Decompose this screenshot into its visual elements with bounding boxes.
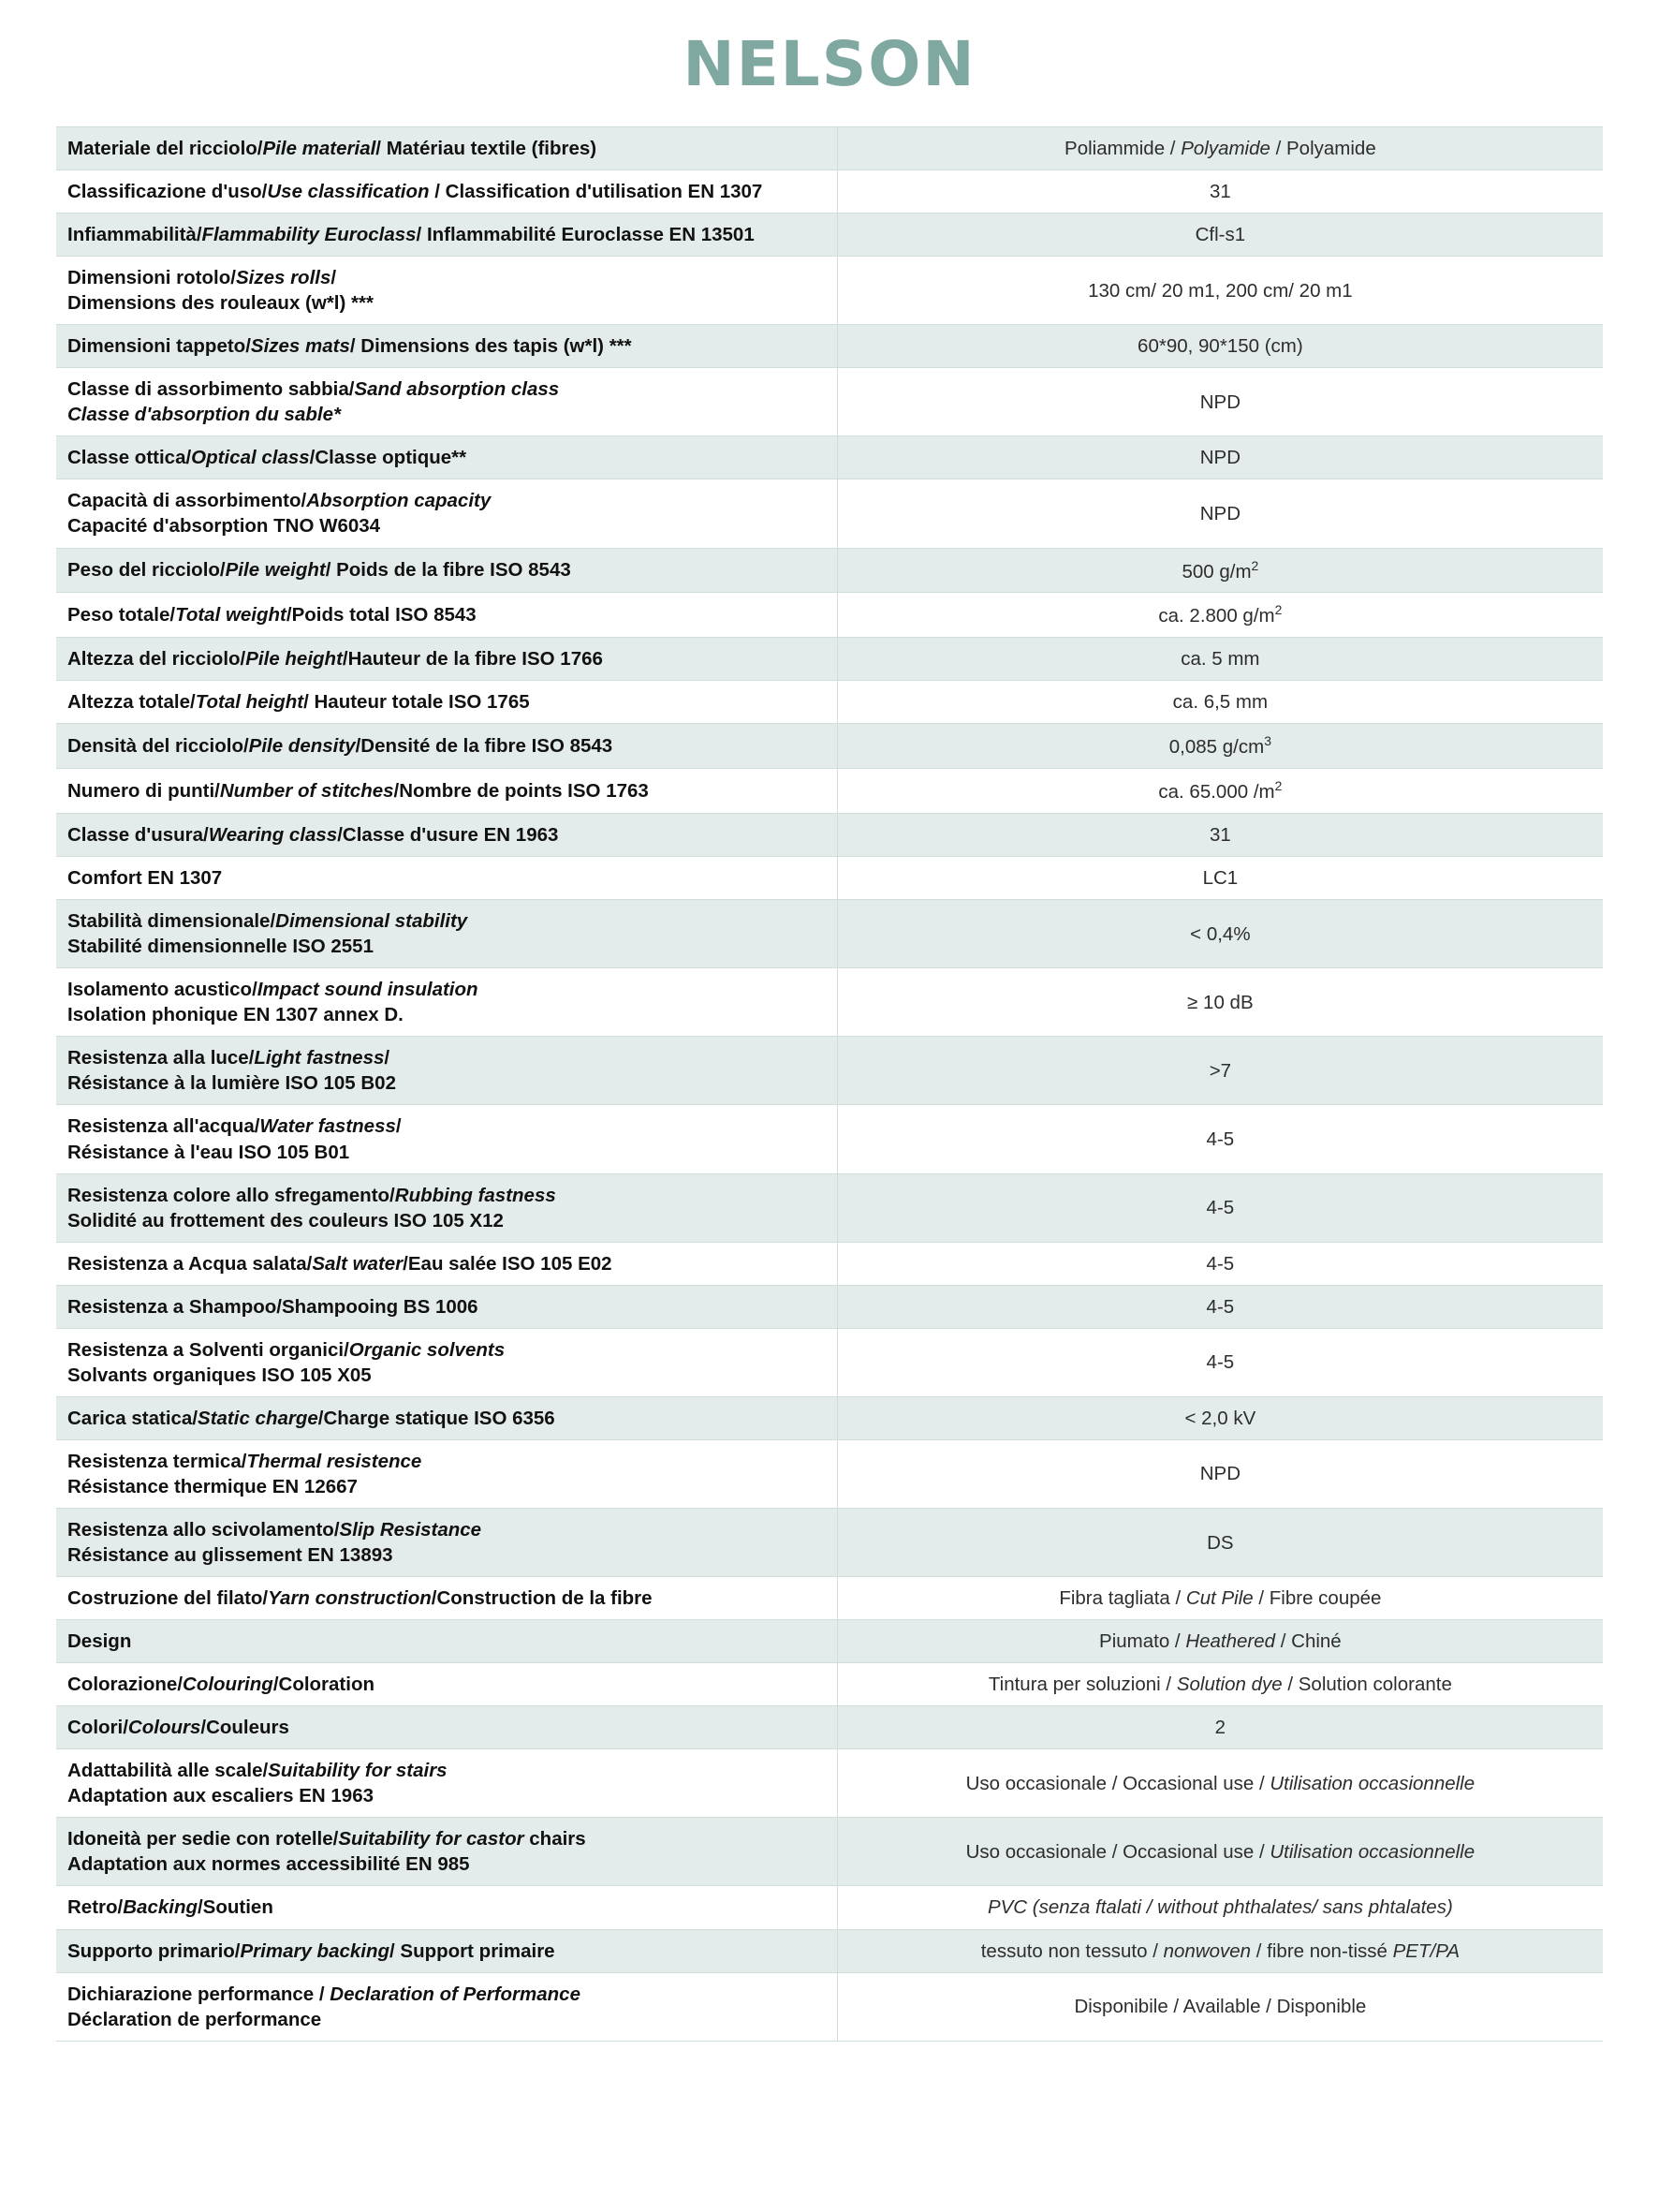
- table-row: [56, 1328, 1603, 1396]
- spec-value-cell: 31: [837, 170, 1603, 214]
- spec-label-cell: Peso totale/Total weight/Poids total ISO 8543: [56, 593, 837, 638]
- table-row: [56, 325, 1603, 368]
- table-row: [56, 214, 1603, 257]
- table-row: [56, 548, 1603, 593]
- spec-label-cell: Carica statica/Static charge/Charge statique ISO 6356: [56, 1396, 837, 1439]
- table-row: [56, 900, 1603, 968]
- spec-value-cell: ca. 6,5 mm: [837, 681, 1603, 724]
- table-row: [56, 1439, 1603, 1508]
- spec-value-cell: Tintura per soluzioni / Solution dye / Solution colorante: [837, 1663, 1603, 1706]
- spec-label-cell: Numero di punti/Number of stitches/Nombre de points ISO 1763: [56, 769, 837, 814]
- table-row: [56, 1818, 1603, 1886]
- spec-label-cell: Altezza del ricciolo/Pile height/Hauteur de la fibre ISO 1766: [56, 638, 837, 681]
- table-row: [56, 257, 1603, 325]
- spec-value-cell: Cfl-s1: [837, 214, 1603, 257]
- table-row: [56, 1242, 1603, 1285]
- spec-value-cell: ca. 2.800 $g/m^2$: [837, 593, 1603, 638]
- spec-label-cell: Resistenza termica/Thermal resistence Résistance thermique EN 12667: [56, 1439, 837, 1508]
- spec-value-cell: < 0,4%: [837, 900, 1603, 968]
- spec-label-cell: Comfort EN 1307: [56, 857, 837, 900]
- table-row: [56, 681, 1603, 724]
- table-row: [56, 593, 1603, 638]
- spec-value-cell: >7: [837, 1037, 1603, 1105]
- table-row: [56, 1620, 1603, 1663]
- spec-value-cell: Disponibile / Available / Disponible: [837, 1972, 1603, 2041]
- spec-value-cell: 130 cm/ 20 m1, 200 cm/ 20 m1: [837, 257, 1603, 325]
- spec-value-cell: Poliammide / Polyamide / Polyamide: [837, 127, 1603, 170]
- spec-value-cell: NPD: [837, 368, 1603, 436]
- spec-value-cell: Uso occasionale / Occasional use / Utilisation occasionnelle: [837, 1749, 1603, 1818]
- spec-value-cell: Uso occasionale / Occasional use / Utilisation occasionnelle: [837, 1818, 1603, 1886]
- spec-label-cell: Capacità di assorbimento/Absorption capacity Capacité d'absorption TNO W6034: [56, 479, 837, 548]
- table-row: [56, 1706, 1603, 1749]
- spec-value-cell: tessuto non tessuto / nonwoven / fibre non-tissé PET/PA: [837, 1929, 1603, 1972]
- spec-value-cell: PVC (senza ftalati / without phthalates/ sans phtalates): [837, 1886, 1603, 1929]
- table-row: [56, 638, 1603, 681]
- table-row: [56, 1886, 1603, 1929]
- table-row: [56, 1509, 1603, 1577]
- spec-value-cell: 4-5: [837, 1328, 1603, 1396]
- spec-value-cell: Piumato / Heathered / Chiné: [837, 1620, 1603, 1663]
- table-row: [56, 479, 1603, 548]
- spec-label-cell: Design: [56, 1620, 837, 1663]
- spec-label-cell: Retro/Backing/Soutien: [56, 1886, 837, 1929]
- spec-value-cell: ≥ 10 dB: [837, 968, 1603, 1037]
- table-row: [56, 1173, 1603, 1242]
- spec-value-cell: ca. 65.000 $/m^2$: [837, 769, 1603, 814]
- table-row: [56, 1929, 1603, 1972]
- spec-value-cell: < 2,0 kV: [837, 1396, 1603, 1439]
- spec-value-cell: 4-5: [837, 1285, 1603, 1328]
- spec-value-cell: 4-5: [837, 1105, 1603, 1173]
- table-row: [56, 1972, 1603, 2041]
- spec-label-cell: Supporto primario/Primary backing/ Support primaire: [56, 1929, 837, 1972]
- table-row: [56, 1577, 1603, 1620]
- spec-sheet-page: [0, 28, 1659, 2079]
- spec-label-cell: Resistenza a Acqua salata/Salt water/Eau salée ISO 105 E02: [56, 1242, 837, 1285]
- spec-value-cell: 500 $g/m^2$: [837, 548, 1603, 593]
- spec-label-cell: Classe d'usura/Wearing class/Classe d'usure EN 1963: [56, 814, 837, 857]
- spec-label-cell: Classificazione d'uso/Use classification / Classification d'utilisation EN 1307: [56, 170, 837, 214]
- table-row: [56, 814, 1603, 857]
- spec-value-cell: DS: [837, 1509, 1603, 1577]
- table-row: [56, 1105, 1603, 1173]
- table-row: [56, 1663, 1603, 1706]
- specifications-table: [56, 126, 1603, 2042]
- spec-label-cell: Peso del ricciolo/Pile weight/ Poids de la fibre ISO 8543: [56, 548, 837, 593]
- page-title: NELSON: [683, 28, 976, 100]
- spec-value-cell: LC1: [837, 857, 1603, 900]
- spec-label-cell: Stabilità dimensionale/Dimensional stability Stabilité dimensionnelle ISO 2551: [56, 900, 837, 968]
- spec-label-cell: Isolamento acustico/Impact sound insulation Isolation phonique EN 1307 annex D.: [56, 968, 837, 1037]
- spec-label-cell: Resistenza all'acqua/Water fastness/ Résistance à l'eau ISO 105 B01: [56, 1105, 837, 1173]
- spec-label-cell: Colorazione/Colouring/Coloration: [56, 1663, 837, 1706]
- spec-label-cell: Adattabilità alle scale/Suitability for stairs Adaptation aux escaliers EN 1963: [56, 1749, 837, 1818]
- specifications-table-body: [56, 127, 1603, 2042]
- table-row: [56, 1037, 1603, 1105]
- spec-label-cell: Dichiarazione performance / Declaration of Performance Déclaration de performance: [56, 1972, 837, 2041]
- spec-value-cell: 60*90, 90*150 (cm): [837, 325, 1603, 368]
- spec-value-cell: NPD: [837, 479, 1603, 548]
- table-row: [56, 170, 1603, 214]
- spec-value-cell: 4-5: [837, 1242, 1603, 1285]
- table-row: [56, 1749, 1603, 1818]
- spec-label-cell: Colori/Colours/Couleurs: [56, 1706, 837, 1749]
- spec-label-cell: Dimensioni tappeto/Sizes mats/ Dimensions des tapis (w*l) ***: [56, 325, 837, 368]
- spec-value-cell: NPD: [837, 1439, 1603, 1508]
- spec-label-cell: Resistenza a Solventi organici/Organic solvents Solvants organiques ISO 105 X05: [56, 1328, 837, 1396]
- spec-value-cell: 0,085 $g/cm^3$: [837, 724, 1603, 769]
- spec-value-cell: ca. 5 mm: [837, 638, 1603, 681]
- spec-label-cell: Classe ottica/Optical class/Classe optique**: [56, 436, 837, 479]
- spec-value-cell: Fibra tagliata / Cut Pile / Fibre coupée: [837, 1577, 1603, 1620]
- spec-label-cell: Costruzione del filato/Yarn construction/Construction de la fibre: [56, 1577, 837, 1620]
- spec-label-cell: Infiammabilità/Flammability Euroclass/ Inflammabilité Euroclasse EN 13501: [56, 214, 837, 257]
- spec-label-cell: Dimensioni rotolo/Sizes rolls/ Dimensions des rouleaux (w*l) ***: [56, 257, 837, 325]
- spec-label-cell: Classe di assorbimento sabbia/Sand absorption class Classe d'absorption du sable*: [56, 368, 837, 436]
- spec-value-cell: 2: [837, 1706, 1603, 1749]
- spec-value-cell: NPD: [837, 436, 1603, 479]
- spec-label-cell: Altezza totale/Total height/ Hauteur totale ISO 1765: [56, 681, 837, 724]
- table-row: [56, 127, 1603, 170]
- spec-label-cell: Densità del ricciolo/Pile density/Densité de la fibre ISO 8543: [56, 724, 837, 769]
- table-row: [56, 769, 1603, 814]
- table-row: [56, 1285, 1603, 1328]
- table-row: [56, 1396, 1603, 1439]
- table-row: [56, 968, 1603, 1037]
- table-row: [56, 436, 1603, 479]
- spec-label-cell: Materiale del ricciolo/Pile material/ Matériau textile (fibres): [56, 127, 837, 170]
- spec-label-cell: Idoneità per sedie con rotelle/Suitability for castor chairs Adaptation aux normes accessibilité EN 985: [56, 1818, 837, 1886]
- spec-label-cell: Resistenza a Shampoo/Shampooing BS 1006: [56, 1285, 837, 1328]
- table-row: [56, 368, 1603, 436]
- spec-value-cell: 4-5: [837, 1173, 1603, 1242]
- table-row: [56, 857, 1603, 900]
- spec-label-cell: Resistenza colore allo sfregamento/Rubbing fastness Solidité au frottement des couleurs ISO 105 X12: [56, 1173, 837, 1242]
- spec-label-cell: Resistenza allo scivolamento/Slip Resistance Résistance au glissement EN 13893: [56, 1509, 837, 1577]
- spec-value-cell: 31: [837, 814, 1603, 857]
- spec-label-cell: Resistenza alla luce/Light fastness/ Résistance à la lumière ISO 105 B02: [56, 1037, 837, 1105]
- table-row: [56, 724, 1603, 769]
